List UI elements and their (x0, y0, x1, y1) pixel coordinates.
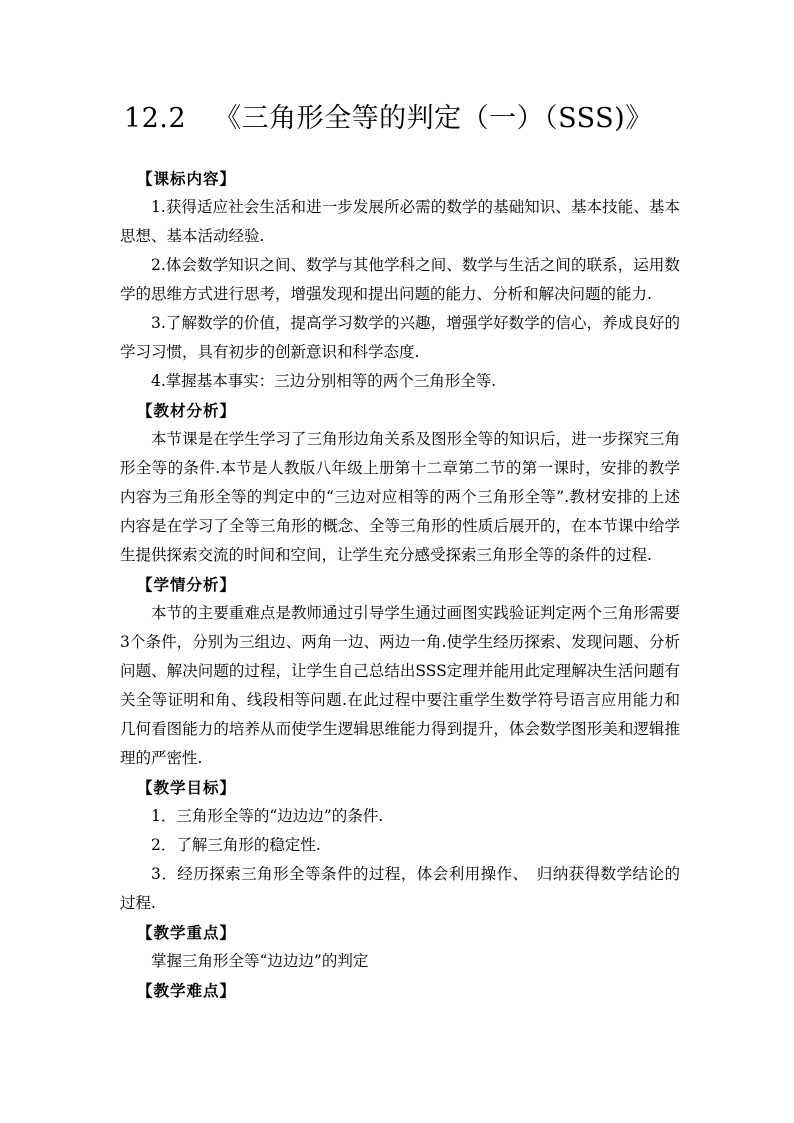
heading-curriculum: 【课标内容】 (137, 169, 237, 188)
heading-key-points: 【教学重点】 (137, 923, 237, 942)
key-points-text: 掌握三角形全等“边边边”的判定 (151, 952, 369, 970)
heading-teaching-goals: 【教学目标】 (137, 778, 237, 797)
curriculum-item-4: 4.掌握基本事实：三边分别相等的两个三角形全等. (151, 372, 497, 390)
curriculum-item-3: 3.了解数学的价值，提高学习数学的兴趣，增强学好数学的信心，养成良好的学习习惯，具有初步的创新意识和科学态度. (120, 314, 680, 361)
heading-textbook-analysis: 【教材分析】 (137, 401, 237, 420)
textbook-analysis-text: 本节课是在学生学习了三角形边角关系及图形全等的知识后，进一步探究三角形全等的条件.本节是人教版八年级上册第十二章第二节的第一课时，安排的教学内容为三角形全等的判定中的“三边对应相等的两个三角形全等”.教材安排的上述内容是在学习了全等三角形的概念、全等三角形的性质后展开的，在本节课中给学生提供探索交流的时间和空间，让学生充分感受探索三角形全等的条件的过程. (120, 430, 680, 564)
title-text: 《三角形全等的判定（一）（SSS)》 (214, 103, 653, 134)
goal-item-3: 3．经历探索三角形全等条件的过程，体会利用操作、 归纳获得数学结论的过程. (120, 865, 680, 912)
heading-student-analysis: 【学情分析】 (137, 575, 237, 594)
document-title (124, 96, 704, 142)
document-body (120, 164, 680, 1005)
curriculum-item-2: 2.体会数学知识之间、数学与其他学科之间、数学与生活之间的联系，运用数学的思维方式进行思考，增强发现和提出问题的能力、分析和解决问题的能力. (120, 256, 680, 303)
goal-item-1: 1．三角形全等的“边边边”的条件. (151, 807, 384, 825)
section-number: 12.2 (124, 103, 187, 134)
goal-item-2: 2．了解三角形的稳定性. (151, 836, 321, 854)
curriculum-item-1: 1.获得适应社会生活和进一步发展所必需的数学的基础知识、基本技能、基本思想、基本活动经验. (120, 198, 680, 245)
student-analysis-text: 本节的主要重难点是教师通过引导学生通过画图实践验证判定两个三角形需要3个条件，分别为三组边、两角一边、两边一角.使学生经历探索、发现问题、分析问题、解决问题的过程，让学生自己总结出SSS定理并能用此定理解决生活问题有关全等证明和角、线段相等问题.在此过程中要注重学生数学符号语言应用能力和几何看图能力的培养从而使学生逻辑思维能力得到提升，体会数学图形美和逻辑推理的严密性. (120, 604, 680, 767)
heading-difficulties: 【教学难点】 (137, 981, 237, 1000)
